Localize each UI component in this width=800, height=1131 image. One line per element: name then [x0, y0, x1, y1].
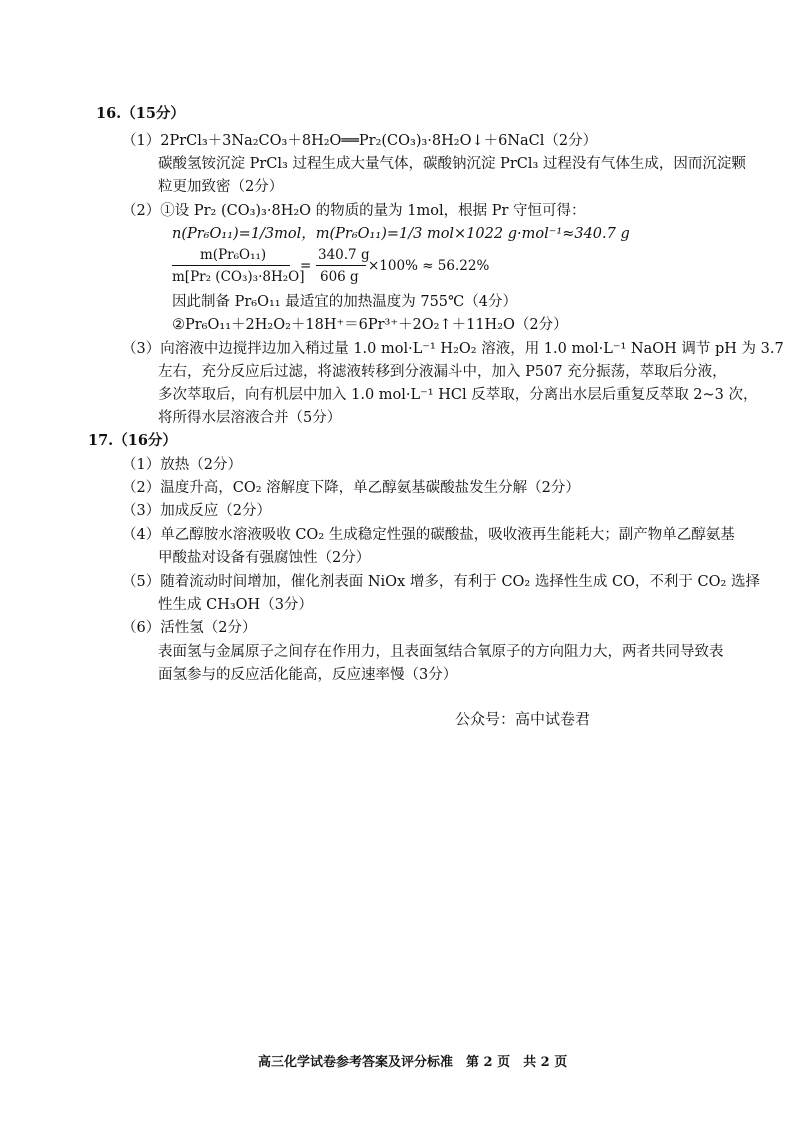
q16-part1-text: 碳酸氢铵沉淀 PrCl₃ 过程生成大量气体，碳酸钠沉淀 PrCl₃ 过程没有气体生成，因而沉淀颗 — [158, 156, 746, 172]
fraction-equals: = — [300, 258, 312, 274]
q16-part2-conclusion: 因此制备 Pr₆O₁₁ 最适宜的加热温度为 755℃（4分） — [172, 294, 517, 310]
q17-answer1: （1）放热（2分） — [122, 457, 242, 473]
fraction-result: ×100% ≈ 56.22% — [368, 258, 490, 274]
q17-answer3: （3）加成反应（2分） — [122, 503, 271, 519]
page-footer: 高三化学试卷参考答案及评分标准 第 2 页 共 2 页 — [258, 1055, 568, 1070]
q16-part3-line4: 将所得水层溶液合并（5分） — [158, 410, 342, 426]
fraction-denominator: m[Pr₂ (CO₃)₃·8H₂O] — [172, 269, 305, 285]
fraction-bar — [172, 265, 290, 266]
q16-part3-line2: 左右，充分反应后过滤，将滤液转移到分液漏斗中，加入 P507 充分振荡，萃取后分液， — [158, 364, 727, 380]
q16-part3-line1: （3）向溶液中边搅拌边加入稍过量 1.0 mol·L⁻¹ H₂O₂ 溶液，用 1.0 mol·L⁻¹ NaOH 调节 pH 为 3.7 — [122, 341, 784, 357]
q17-answer6-line3: 面氢参与的反应活化能高，反应速率慢（3分） — [158, 667, 458, 683]
q16-part1-equation: （1）2PrCl₃＋3Na₂CO₃＋8H₂O══Pr₂(CO₃)₃·8H₂O↓＋6NaCl（2分） — [122, 133, 598, 149]
fraction-numerator: m(Pr₆O₁₁) — [200, 247, 267, 263]
q16-part2-calc: n(Pr₆O₁₁)=1/3mol，m(Pr₆O₁₁)=1/3 mol×1022 g·mol⁻¹≈340.7 g — [172, 226, 630, 242]
q17-answer2: （2）温度升高，CO₂ 溶解度下降，单乙醇氨基碳酸盐发生分解（2分） — [122, 480, 580, 496]
q17-answer4-line2: 甲酸盐对设备有强腐蚀性（2分） — [158, 550, 371, 566]
q17-answer4-line1: （4）单乙醇胺水溶液吸收 CO₂ 生成稳定性强的碳酸盐，吸收液再生能耗大；副产物单乙醇氨基 — [122, 527, 735, 543]
q17-answer5-line2: 性生成 CH₃OH（3分） — [158, 597, 313, 613]
brand-caption: 公众号：高中试卷君 — [455, 710, 591, 728]
q17-answer5-line1: （5）随着流动时间增加，催化剂表面 NiOx 增多，有利于 CO₂ 选择性生成 CO，不利于 CO₂ 选择 — [122, 574, 760, 590]
fraction2-bar — [316, 265, 366, 266]
fraction2-numerator: 340.7 g — [318, 247, 370, 263]
q17-answer6-line2: 表面氢与金属原子之间存在作用力，且表面氢结合氧原子的方向阻力大，两者共同导致表 — [158, 644, 724, 660]
fraction2-denominator: 606 g — [320, 269, 359, 285]
q17-answer6-line1: （6）活性氢（2分） — [122, 620, 257, 636]
q17-header: 17.（16分） — [88, 432, 177, 449]
q16-part2-intro: （2）①设 Pr₂ (CO₃)₃·8H₂O 的物质的量为 1mol，根据 Pr 守恒可得： — [122, 203, 586, 219]
q16-part1-text-cont: 粒更加致密（2分） — [158, 179, 284, 195]
q16-part2-equation: ②Pr₆O₁₁＋2H₂O₂＋18H⁺＝6Pr³⁺＋2O₂↑＋11H₂O（2分） — [172, 317, 568, 333]
q16-part3-line3: 多次萃取后，向有机层中加入 1.0 mol·L⁻¹ HCl 反萃取，分离出水层后重复反萃取 2~3 次， — [158, 387, 758, 403]
q16-header: 16.（15分） — [96, 105, 185, 122]
